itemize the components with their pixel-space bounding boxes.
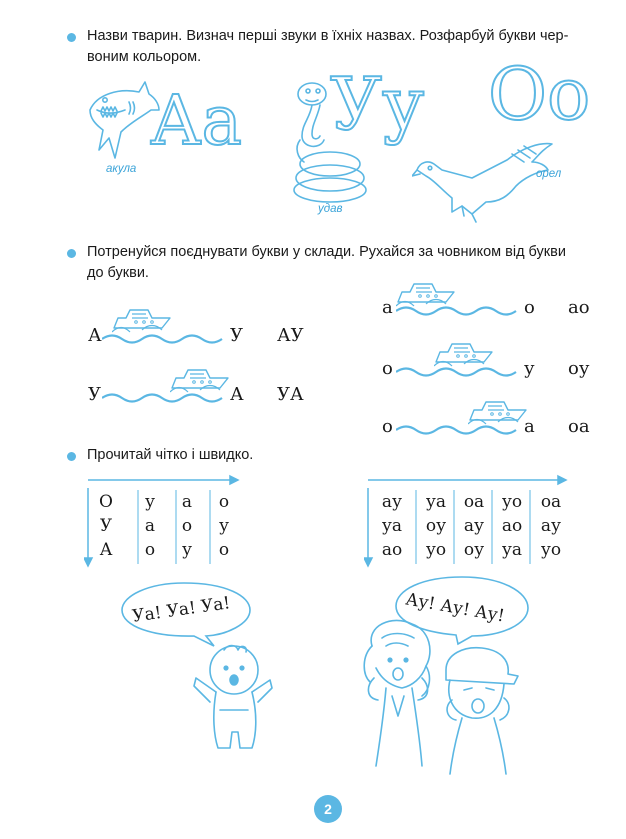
label-shark: акула (106, 163, 137, 175)
bullet-task2 (67, 249, 76, 258)
left-row2-from: У (88, 384, 102, 405)
table-cell: уа (501, 540, 523, 560)
table-cell: О (99, 492, 113, 512)
table-cell: ао (381, 540, 403, 560)
table-cell: А (99, 540, 113, 560)
table-cell: о (181, 516, 193, 536)
bullet-task3 (67, 452, 76, 461)
task2-instruction: Потренуйся поєднувати букви у склади. Рухайся за човником від букви до букви. (87, 244, 566, 281)
left-row2-to: А (230, 384, 244, 405)
right-row1-to: о (524, 297, 535, 318)
table-cell: о (218, 540, 230, 560)
right-row3-syllable: оа (568, 416, 590, 437)
table-cell: уо (501, 492, 523, 512)
table-cell: оу (463, 540, 485, 560)
table-cell: уо (540, 540, 562, 560)
table-cell: ау (381, 492, 403, 512)
boat-icon (396, 280, 456, 308)
kids-speech-text: Ау! Ау! Ау! (404, 589, 506, 627)
task3-instruction: Прочитай чітко і швидко. (87, 447, 254, 463)
letter-oo: Оо (488, 52, 591, 136)
left-row1-syllable: АУ (277, 325, 304, 346)
table-cell: уо (425, 540, 447, 560)
right-row3-from: о (382, 416, 393, 437)
eagle-illustration (412, 140, 562, 225)
right-row2-to: у (524, 358, 535, 379)
right-row1-syllable: ао (568, 297, 590, 318)
letter-uu: Уу (330, 62, 425, 146)
right-row3-to: а (524, 416, 535, 437)
label-eagle: орел (536, 168, 562, 180)
task1-instruction: Назви тварин. Визнач перші звуки в їхніх назвах. Розфарбуй букви чер- воним кольором. (87, 28, 569, 65)
left-row1-wave (102, 332, 226, 346)
table-cell: оа (463, 492, 485, 512)
table-cell: у (144, 492, 155, 512)
table-cell: а (144, 516, 156, 536)
baby-illustration (188, 640, 278, 765)
boat-icon (434, 340, 494, 368)
letter-aa: Аа (150, 82, 243, 161)
table-cell: о (218, 492, 230, 512)
right-row2-from: о (382, 358, 393, 379)
right-row1-from: а (382, 297, 393, 318)
table-cell: оа (540, 492, 562, 512)
table-cell: уа (381, 516, 403, 536)
table-cell: уа (425, 492, 447, 512)
boat-icon (112, 306, 172, 334)
left-row2-syllable: УА (277, 384, 304, 405)
boat-icon (170, 366, 230, 394)
left-row1-from: А (88, 325, 102, 346)
page-number: 2 (314, 795, 342, 823)
table-cell: ао (501, 516, 523, 536)
table-cell: У (99, 516, 113, 536)
table-cell: ау (540, 516, 562, 536)
right-row2-syllable: оу (568, 358, 590, 379)
left-row1-to: У (230, 325, 244, 346)
table-cell: у (181, 540, 192, 560)
table-cell: у (218, 516, 229, 536)
boy-illustration (438, 644, 520, 776)
boat-icon (468, 398, 528, 426)
table-cell: о (144, 540, 156, 560)
baby-speech-text: Уа! Уа! Уа! (131, 593, 232, 627)
table-cell: ау (463, 516, 485, 536)
table-cell: оу (425, 516, 447, 536)
bullet-task1 (67, 33, 76, 42)
table-cell: а (181, 492, 193, 512)
label-snake: удав (318, 203, 343, 215)
girl-illustration (352, 616, 444, 776)
